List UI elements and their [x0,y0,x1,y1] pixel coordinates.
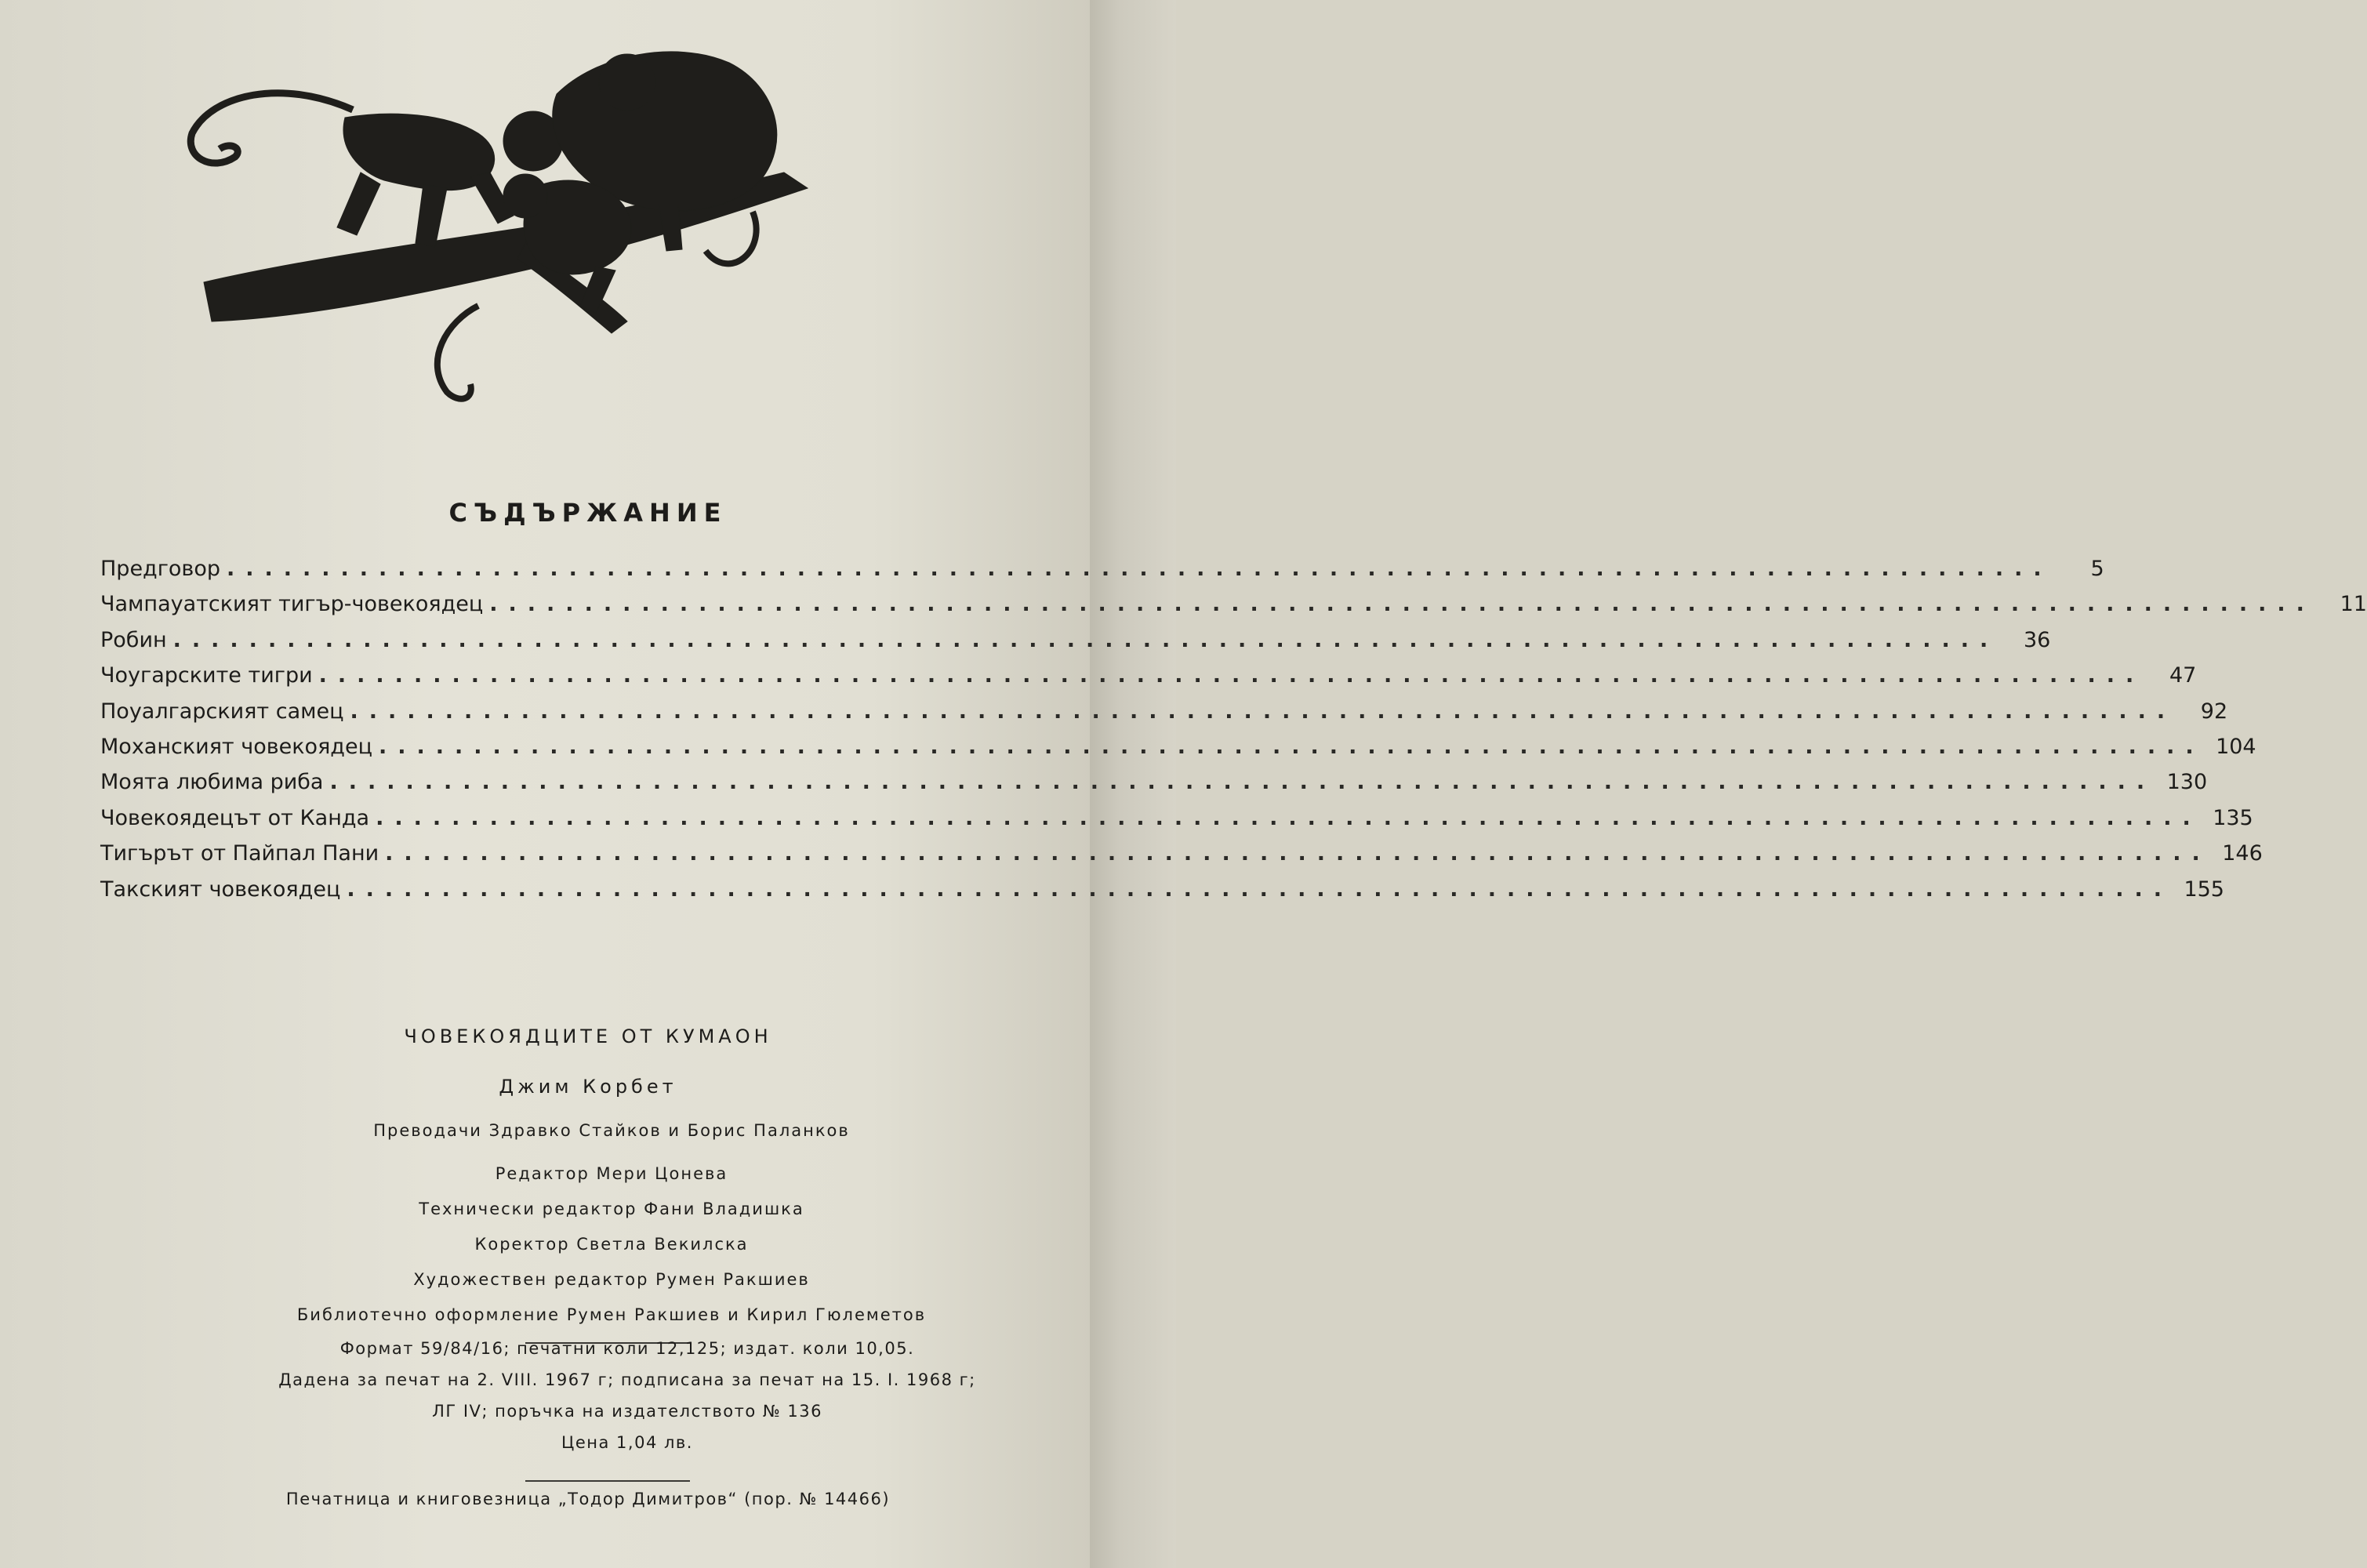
toc-entry-page: 11 [2340,592,2367,617]
toc-entry-page: 92 [2200,699,2228,724]
toc-entry-title: Моята любима риба [100,770,324,795]
toc-leader-dots: ................................................................................................ [376,805,2202,830]
toc-entry-title: Моханският човекоядец [100,734,372,759]
toc-entry-title: Чоугарските тигри [100,663,313,688]
colophon-imprint [235,1333,1019,1458]
toc-entry-page: 130 [2166,770,2208,795]
toc-entry-page: 47 [2169,663,2197,688]
toc-entry-page: 135 [2213,805,2253,830]
toc-entry-title: Тигърът от Пайпал Пани [100,841,379,866]
toc-leader-dots: ................................................................................................ [489,592,2315,617]
proofreader-line: Коректор Светла Векилска [474,1235,749,1254]
toc-leader-dots: ................................................................................................ [227,557,2053,581]
toc-entry-title: Поуалгарският самец [100,699,344,724]
toc-entry [100,770,2208,805]
toc-entry [100,841,2263,877]
toc-entry-title: Човекоядецът от Канда [100,805,370,830]
toc-entry-title: Робин [100,627,167,652]
toc-entry-title: Чампауатският тигър-човекоядец [100,592,484,617]
toc-entry [100,877,2224,913]
monkeys-on-branch-illustration [188,47,957,423]
toc-entry [100,592,2367,627]
toc-entry [100,805,2253,841]
toc-entry-page: 155 [2184,877,2224,902]
price-line: Цена 1,04 лв. [561,1433,693,1452]
table-of-contents [100,557,2367,913]
toc-entry-title: Такският човекоядец [100,877,341,902]
toc-leader-dots: ................................................................................................ [347,877,2173,902]
toc-heading: СЪДЪРЖАНИЕ [448,498,728,528]
format-line: Формат 59/84/16; печатни коли 12,125; издат. коли 10,05. [339,1339,915,1358]
toc-leader-dots: ................................................................................................ [385,841,2211,866]
printer-line: Печатница и книговезница „Тодор Димитров“ (пор. № 14466) [285,1490,891,1508]
colophon-book-title: ЧОВЕКОЯДЦИТЕ ОТ КУМАОН [404,1025,772,1047]
toc-entry-page: 104 [2216,734,2256,759]
toc-entry [100,699,2228,735]
toc-entry-page: 36 [2023,627,2051,652]
toc-entry [100,663,2197,699]
toc-entry [100,627,2051,663]
toc-entry-page: 5 [2090,557,2104,581]
toc-entry-title: Предговор [100,557,220,581]
art-editor-line: Художествен редактор Румен Ракшиев [413,1270,810,1289]
editor-line: Редактор Мери Цонева [495,1164,728,1183]
translators-line: Преводачи Здравко Стайков и Борис Паланков [373,1121,850,1140]
toc-leader-dots: ................................................................................................ [350,699,2176,724]
print-dates-line: Дадена за печат на 2. VIII. 1967 г; подписана за печат на 15. I. 1968 г; [278,1370,976,1389]
toc-entry [100,734,2256,770]
toc-entry [100,557,2104,592]
divider-rule [525,1480,690,1482]
toc-leader-dots: ................................................................................................ [378,734,2205,759]
toc-leader-dots: ................................................................................................ [318,663,2145,688]
colophon-credits [141,1113,1082,1333]
library-design-line: Библиотечно оформление Румен Ракшиев и Кирил Гюлеметов [296,1305,927,1324]
order-line: ЛГ IV; поръчка на издателството № 136 [432,1402,822,1421]
colophon-author: Джим Корбет [499,1076,677,1098]
toc-leader-dots: ................................................................................................ [172,627,1999,652]
spacer [141,1149,1082,1156]
tech-editor-line: Технически редактор Фани Владишка [419,1200,804,1218]
toc-entry-page: 146 [2222,841,2263,866]
toc-leader-dots: ................................................................................................ [329,770,2156,795]
